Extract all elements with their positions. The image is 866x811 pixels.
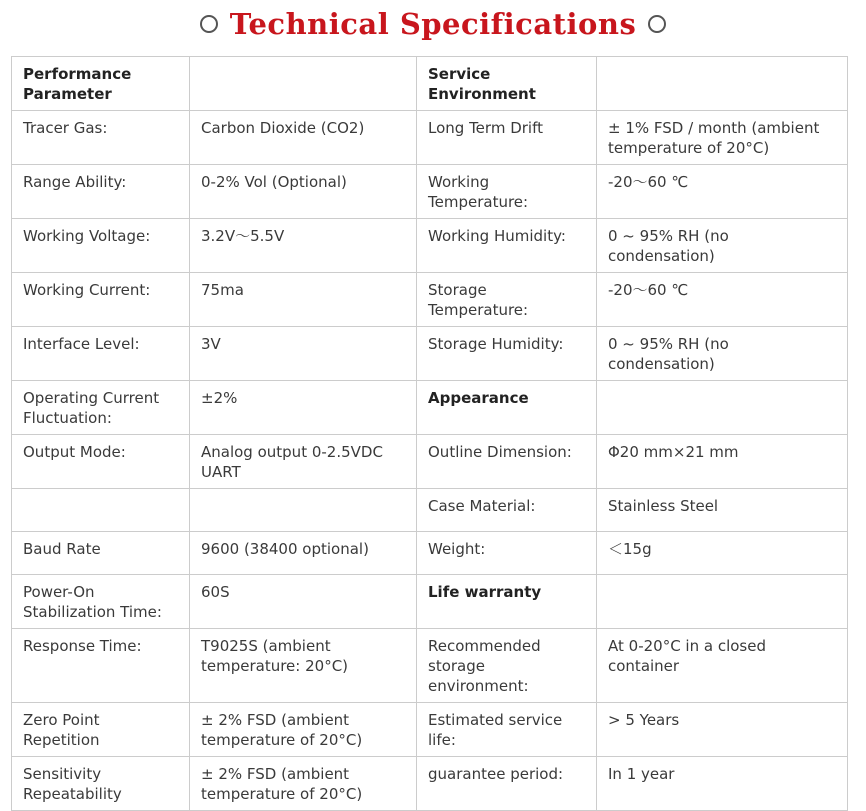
- table-cell: 3V: [190, 327, 417, 381]
- table-cell: In 1 year: [597, 757, 848, 811]
- table-cell: Working Humidity:: [417, 219, 597, 273]
- table-row: [12, 757, 848, 811]
- table-row: [12, 629, 848, 703]
- table-row: [12, 489, 848, 532]
- table-row: [12, 111, 848, 165]
- table-cell: Storage Humidity:: [417, 327, 597, 381]
- table-cell: Power-On Stabilization Time:: [12, 575, 190, 629]
- table-cell: Stainless Steel: [597, 489, 848, 532]
- table-cell: [190, 489, 417, 532]
- table-row: [12, 219, 848, 273]
- table-cell: guarantee period:: [417, 757, 597, 811]
- table-cell: [597, 575, 848, 629]
- table-cell: Service Environment: [417, 57, 597, 111]
- table-cell: Response Time:: [12, 629, 190, 703]
- table-cell: Zero Point Repetition: [12, 703, 190, 757]
- table-cell: [597, 57, 848, 111]
- table-row: [12, 532, 848, 575]
- table-cell: Interface Level:: [12, 327, 190, 381]
- table-cell: Long Term Drift: [417, 111, 597, 165]
- table-cell: 60S: [190, 575, 417, 629]
- table-cell: 0 ~ 95% RH (no condensation): [597, 219, 848, 273]
- table-cell: ± 2% FSD (ambient temperature of 20°C): [190, 757, 417, 811]
- table-cell: Working Current:: [12, 273, 190, 327]
- table-cell: -20～60 ℃: [597, 165, 848, 219]
- table-cell: Weight:: [417, 532, 597, 575]
- table-cell: ＜15g: [597, 532, 848, 575]
- table-cell: ± 1% FSD / month (ambient temperature of 20°C): [597, 111, 848, 165]
- table-cell: -20～60 ℃: [597, 273, 848, 327]
- table-row: [12, 703, 848, 757]
- table-cell: Life warranty: [417, 575, 597, 629]
- table-cell: Appearance: [417, 381, 597, 435]
- table-cell: 0-2% Vol (Optional): [190, 165, 417, 219]
- table-row: [12, 575, 848, 629]
- table-cell: 9600 (38400 optional): [190, 532, 417, 575]
- table-row: [12, 435, 848, 489]
- table-row: [12, 165, 848, 219]
- table-cell: Outline Dimension:: [417, 435, 597, 489]
- table-cell: [190, 57, 417, 111]
- table-cell: Case Material:: [417, 489, 597, 532]
- table-cell: 0 ~ 95% RH (no condensation): [597, 327, 848, 381]
- table-cell: Analog output 0-2.5VDC UART: [190, 435, 417, 489]
- page-title: Technical Specifications: [229, 7, 637, 41]
- page-header: [0, 0, 866, 48]
- table-cell: Estimated service life:: [417, 703, 597, 757]
- table-cell: Tracer Gas:: [12, 111, 190, 165]
- table-cell: [597, 381, 848, 435]
- table-cell: Output Mode:: [12, 435, 190, 489]
- table-cell: [12, 489, 190, 532]
- table-cell: Carbon Dioxide (CO2): [190, 111, 417, 165]
- table-cell: Performance Parameter: [12, 57, 190, 111]
- table-row: [12, 273, 848, 327]
- table-cell: Working Temperature:: [417, 165, 597, 219]
- table-cell: Recommended storage environment:: [417, 629, 597, 703]
- table-cell: ± 2% FSD (ambient temperature of 20°C): [190, 703, 417, 757]
- table-cell: Baud Rate: [12, 532, 190, 575]
- circle-outline-icon: [200, 15, 218, 33]
- table-row: [12, 327, 848, 381]
- table-cell: Operating Current Fluctuation:: [12, 381, 190, 435]
- table-cell: Sensitivity Repeatability: [12, 757, 190, 811]
- table-cell: 3.2V～5.5V: [190, 219, 417, 273]
- specifications-table: [11, 56, 848, 811]
- table-cell: Storage Temperature:: [417, 273, 597, 327]
- table-cell: > 5 Years: [597, 703, 848, 757]
- table-row: [12, 57, 848, 111]
- table-row: [12, 381, 848, 435]
- table-cell: Working Voltage:: [12, 219, 190, 273]
- circle-outline-icon: [648, 15, 666, 33]
- table-cell: ±2%: [190, 381, 417, 435]
- table-cell: Φ20 mm×21 mm: [597, 435, 848, 489]
- table-cell: 75ma: [190, 273, 417, 327]
- table-cell: At 0-20°C in a closed container: [597, 629, 848, 703]
- table-cell: Range Ability:: [12, 165, 190, 219]
- table-cell: T9025S (ambient temperature: 20°C): [190, 629, 417, 703]
